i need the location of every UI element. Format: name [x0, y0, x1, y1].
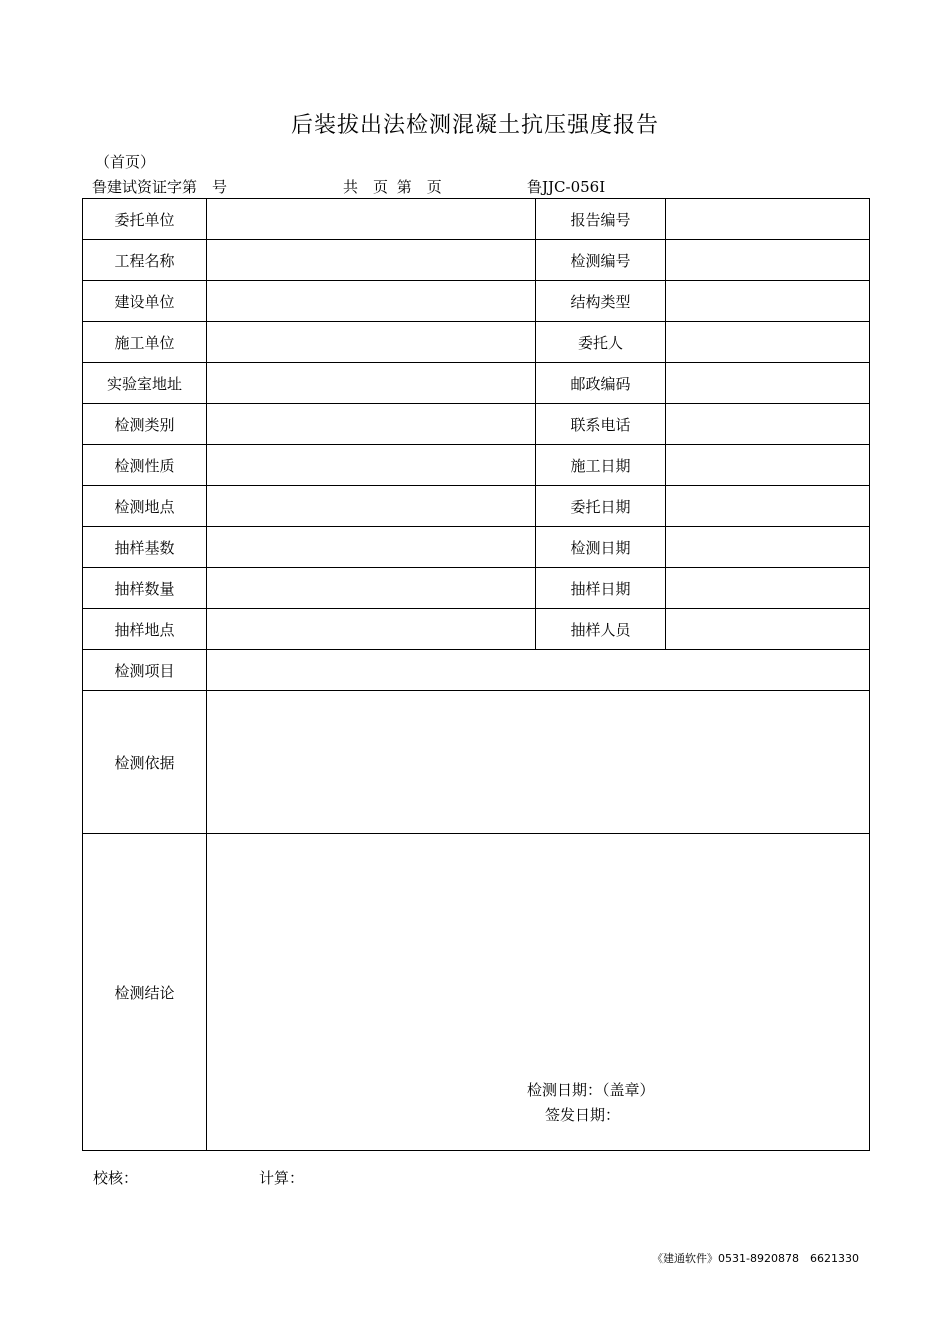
row-label-left: 抽样基数 — [83, 527, 207, 568]
checker-label: 校核： — [93, 1169, 139, 1187]
row-label-left: 建设单位 — [83, 281, 207, 322]
row-label-left: 实验室地址 — [83, 363, 207, 404]
row-label-right: 报告编号 — [536, 199, 666, 240]
row-value-right[interactable] — [666, 404, 870, 445]
row-value-right[interactable] — [666, 199, 870, 240]
conclusion-value[interactable] — [207, 834, 870, 1151]
row-label-right: 抽样日期 — [536, 568, 666, 609]
row-value-left[interactable] — [207, 609, 536, 650]
info-row — [83, 281, 870, 322]
row-value-left[interactable] — [207, 527, 536, 568]
row-label-right: 邮政编码 — [536, 363, 666, 404]
test-date-label: 检测日期：（盖章） — [527, 1081, 655, 1099]
row-value-right[interactable] — [666, 609, 870, 650]
row-label-right: 检测日期 — [536, 527, 666, 568]
row-label-left: 工程名称 — [83, 240, 207, 281]
test-item-row — [83, 650, 870, 691]
row-label-right: 施工日期 — [536, 445, 666, 486]
basis-value[interactable] — [207, 691, 870, 834]
row-value-left[interactable] — [207, 363, 536, 404]
info-row — [83, 486, 870, 527]
row-value-left[interactable] — [207, 199, 536, 240]
row-label-right: 检测编号 — [536, 240, 666, 281]
test-item-label: 检测项目 — [83, 650, 207, 691]
footer-note: 《建通软件》0531-8920878 6621330 — [652, 1252, 859, 1265]
row-label-left: 检测性质 — [83, 445, 207, 486]
row-label-right: 抽样人员 — [536, 609, 666, 650]
row-label-right: 委托人 — [536, 322, 666, 363]
row-value-left[interactable] — [207, 281, 536, 322]
row-value-right[interactable] — [666, 445, 870, 486]
row-label-right: 结构类型 — [536, 281, 666, 322]
cert-number: 鲁建试资证字第 号 — [92, 178, 228, 196]
row-value-left[interactable] — [207, 486, 536, 527]
info-row — [83, 404, 870, 445]
report-form-table — [82, 198, 870, 1151]
row-label-left: 检测类别 — [83, 404, 207, 445]
info-row — [83, 609, 870, 650]
row-value-right[interactable] — [666, 363, 870, 404]
row-label-left: 委托单位 — [83, 199, 207, 240]
row-value-left[interactable] — [207, 568, 536, 609]
row-value-right[interactable] — [666, 568, 870, 609]
issue-date-label: 签发日期： — [545, 1106, 621, 1124]
info-row — [83, 363, 870, 404]
row-value-right[interactable] — [666, 486, 870, 527]
row-label-left: 检测地点 — [83, 486, 207, 527]
report-title: 后装拔出法检测混凝土抗压强度报告 — [290, 113, 659, 138]
row-label-left: 施工单位 — [83, 322, 207, 363]
basis-label: 检测依据 — [83, 691, 207, 834]
info-row — [83, 527, 870, 568]
row-value-left[interactable] — [207, 404, 536, 445]
row-label-right: 委托日期 — [536, 486, 666, 527]
info-row — [83, 199, 870, 240]
conclusion-row — [83, 834, 870, 1151]
row-value-right[interactable] — [666, 240, 870, 281]
info-row — [83, 322, 870, 363]
row-label-right: 联系电话 — [536, 404, 666, 445]
form-code: 鲁JJC-056Ⅰ — [527, 178, 606, 196]
info-row — [83, 240, 870, 281]
row-value-left[interactable] — [207, 445, 536, 486]
row-label-left: 抽样数量 — [83, 568, 207, 609]
calc-label: 计算： — [259, 1169, 305, 1187]
row-label-left: 抽样地点 — [83, 609, 207, 650]
row-value-right[interactable] — [666, 527, 870, 568]
info-row — [83, 445, 870, 486]
row-value-right[interactable] — [666, 281, 870, 322]
row-value-left[interactable] — [207, 240, 536, 281]
page-count: 共 页 第 页 — [343, 178, 442, 196]
row-value-right[interactable] — [666, 322, 870, 363]
info-row — [83, 568, 870, 609]
basis-row — [83, 691, 870, 834]
row-value-left[interactable] — [207, 322, 536, 363]
conclusion-label: 检测结论 — [83, 834, 207, 1151]
test-item-value[interactable] — [207, 650, 870, 691]
page-note: （首页） — [95, 153, 156, 171]
